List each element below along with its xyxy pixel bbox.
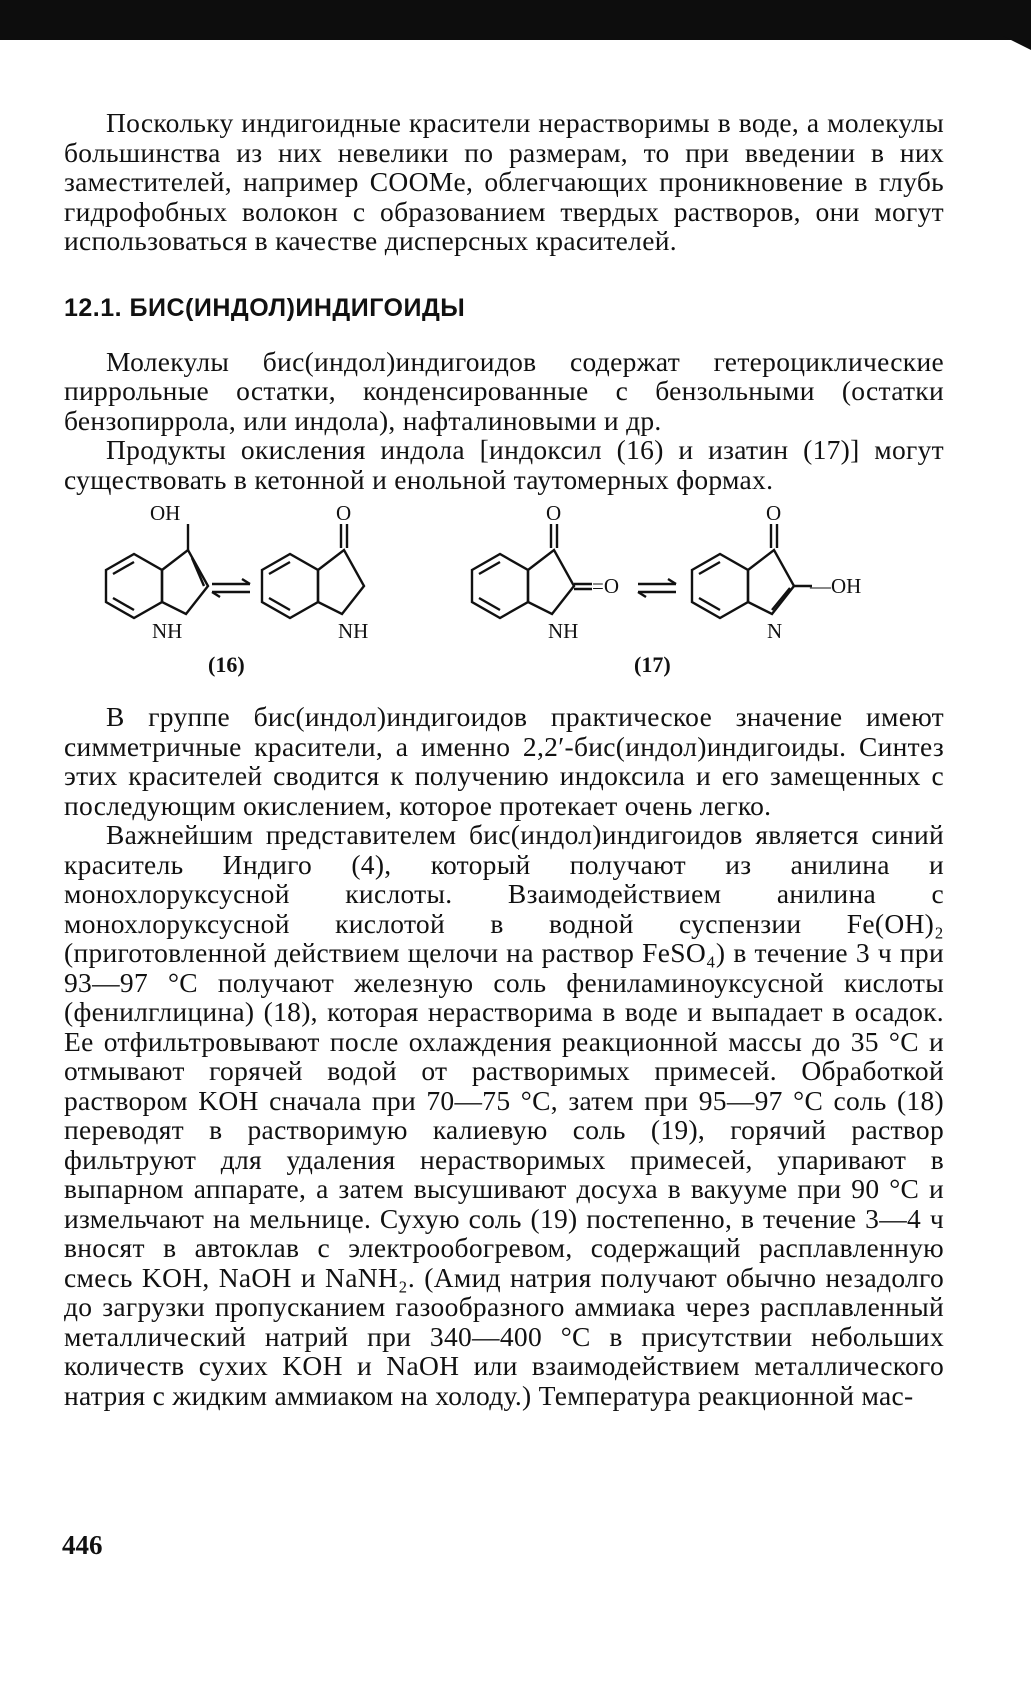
isatin-keto-o-label: O: [546, 504, 562, 525]
equilibrium-arrow-1: [212, 579, 250, 597]
scan-top-border-notch: [1003, 36, 1031, 50]
section-heading: 12.1. БИС(ИНДОЛ)ИНДИГОИДЫ: [64, 293, 466, 322]
equilibrium-arrow-2: [638, 579, 676, 597]
page-content: [64, 108, 944, 1410]
compound-label-17: (17): [634, 652, 671, 677]
paragraph-oxidation-products: Продукты окисления индола [индоксил (16) и изатин (17)] могут существовать в кетонной и енольной таутомерных формах.: [64, 434, 944, 495]
indoxyl-keto-o-label: O: [336, 504, 352, 525]
indoxyl-oh-label: OH: [150, 504, 181, 525]
isatin-enol-structure: [692, 524, 812, 618]
isatin-enol-o-label: O: [766, 504, 782, 525]
tautomer-formula: [64, 504, 944, 688]
indoxyl-keto-nh-label: NH: [338, 619, 369, 643]
scan-top-border: [0, 0, 1031, 40]
indoxyl-enol-nh-label: NH: [152, 619, 183, 643]
page-number: 446: [62, 1530, 103, 1560]
isatin-keto-structure: [472, 524, 592, 618]
isatin-enol-oh-label: —OH: [810, 574, 862, 598]
compound-label-16: (16): [208, 652, 245, 677]
tautomer-formula-svg: [64, 504, 944, 688]
paragraph-intro: Поскольку индигоидные красители нерастворимы в воде, а молекулы большинства из них невелики по размерам, то при введении в них заместителей, например COOMe, облегчающих проникновение в глубь гидрофобных волокон с образованием твердых растворов, они могут использоваться в качестве дисперсных красителей.: [64, 107, 944, 256]
isatin-keto-nh-label: NH: [548, 619, 579, 643]
isatin-keto-eq-o-label: =O: [592, 574, 620, 598]
paragraph-bis-indol: Молекулы бис(индол)индигоидов содержат гетероциклические пиррольные остатки, конденсированные с бензольными (остатки бензопиррола, или индола), нафталиновыми и др.: [64, 345, 944, 436]
indoxyl-enol-structure: [106, 524, 208, 618]
paragraph-indigo-synthesis: Важнейшим представителем бис(индол)индигоидов является синий краситель Индиго (4), который получают из анилина и монохлоруксусной кислоты. Взаимодействием анилина с монохлоруксусной кислотой в водной суспензии Fe(OH)₂ (приготовленной действием щелочи на раствор FeSO₄) в течение 3 ч при 93—97 °С получают железную соль фениламиноуксусной кислоты (фенилглицина) (18), которая нерастворима в воде и выпадает в осадок. Ее отфильтровывают после охлаждения реакционной массы до 35 °С и отмывают горячей водой от растворимых примесей. Обработкой раствором KOH сначала при 70—75 °С, затем при 95—97 °С соль (18) переводят в растворимую калиевую соль (19), горячий раствор фильтруют для удаления нерастворимых примесей, упаривают в выпарном аппарате, а затем высушивают досуха в вакууме при 90 °С и измельчают на мельнице. Сухую соль (19) постепенно, в течение 3—4 ч вносят в автоклав с электрообогревом, содержащий расплавленную смесь KOH, NaOH и NaNH₂. (Амид натрия получают обычно незадолго до загрузки пропусканием газообразного аммиака через расплавленный металлический натрий при 340—400 °С в присутствии небольших количеств сухих KOH и NaOH или взаимодействием металлического натрия с жидким аммиаком на холоду.) Температура реакционной мас-: [64, 819, 944, 1411]
indoxyl-keto-structure: [262, 524, 364, 618]
paragraph-symmetric-dyes: В группе бис(индол)индигоидов практическое значение имеют симметричные красители, а именно 2,2′-бис(индол)индигоиды. Синтез этих красителей сводится к получению индоксила и его замещенных с последующим окислением, которое протекает очень легко.: [64, 701, 944, 821]
isatin-enol-n-label: N: [767, 619, 783, 643]
